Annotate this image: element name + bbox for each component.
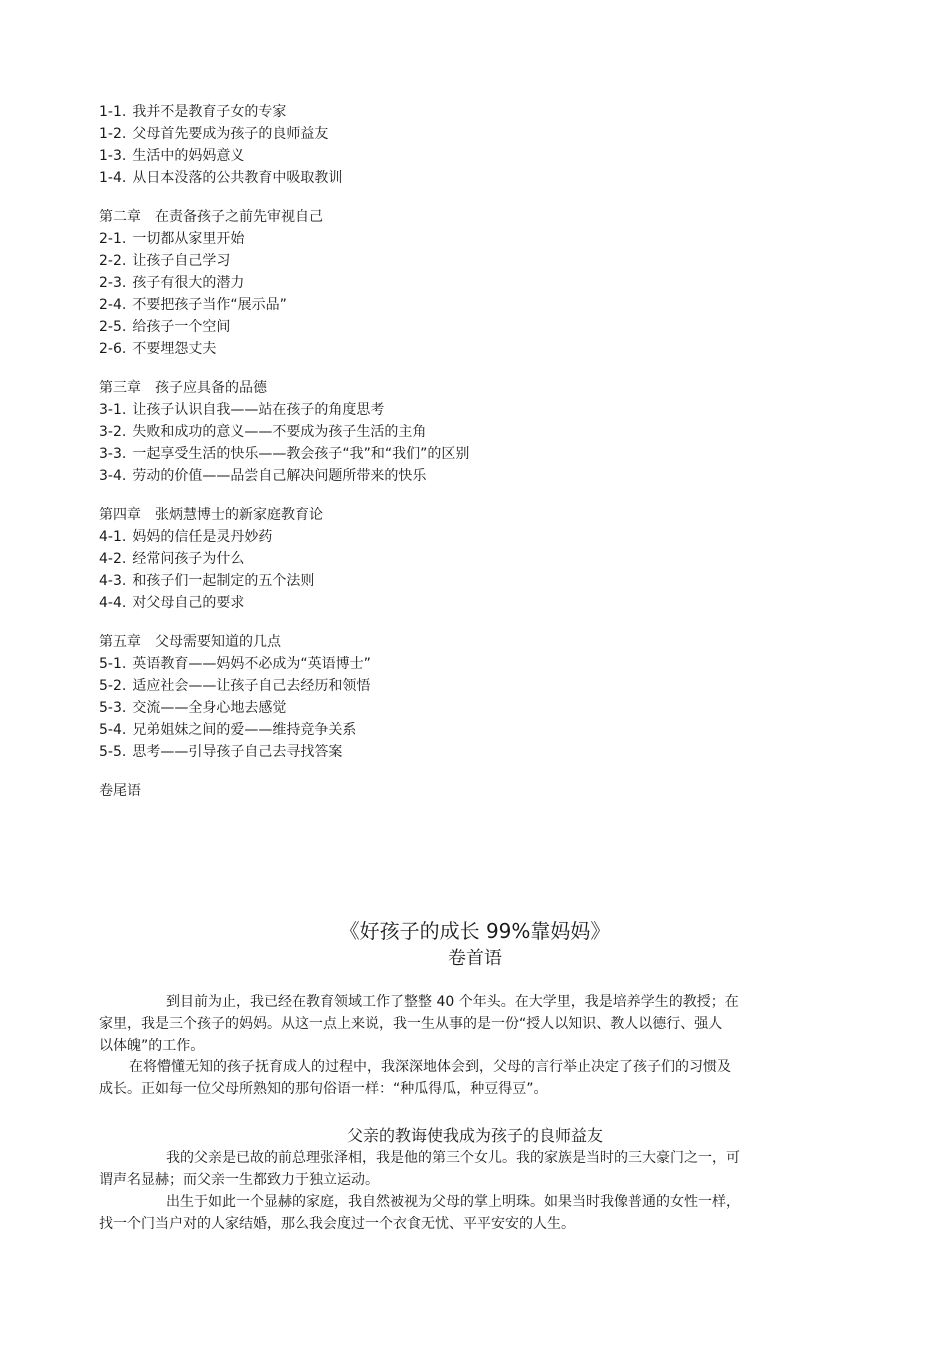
toc-entry-title: 失败和成功的意义——不要成为孩子生活的主角 (132, 424, 427, 440)
chapter-heading (99, 504, 859, 526)
chapter-heading (99, 631, 859, 653)
toc-group (99, 504, 859, 614)
toc-entry (99, 653, 859, 675)
toc-entry-number: 5-4. (99, 722, 127, 738)
chapter-number: 第五章 (99, 634, 141, 650)
toc-group (99, 631, 859, 763)
toc-entry-number: 3-2. (99, 424, 127, 440)
paragraph-line: 找一个门当户对的人家结婚，那么我会度过一个衣食无忧、平平安安的人生。 (99, 1216, 575, 1232)
chapter-number: 第四章 (99, 507, 141, 523)
section-paragraph-1 (99, 1147, 829, 1191)
toc-entry-title: 一切都从家里开始 (132, 231, 245, 247)
toc-entry (99, 167, 859, 189)
toc-entry-number: 1-2. (99, 126, 127, 142)
toc-entry-title: 适应社会——让孩子自己去经历和领悟 (132, 678, 371, 694)
toc-entry-number: 5-3. (99, 700, 127, 716)
paragraph-line: 在将懵懂无知的孩子抚育成人的过程中，我深深地体会到，父母的言行举止决定了孩子们的习惯及 (129, 1059, 731, 1075)
toc-group (99, 377, 859, 487)
toc-entry-title: 经常问孩子为什么 (132, 551, 245, 567)
toc-entry-number: 2-6. (99, 341, 127, 357)
toc-entry (99, 399, 859, 421)
paragraph-line: 到目前为止，我已经在教育领域工作了整整 40 个年头。在大学里，我是培养学生的教授；在 (166, 994, 739, 1010)
paragraph-line: 出生于如此一个显赫的家庭，我自然被视为父母的掌上明珠。如果当时我像普通的女性一样， (166, 1194, 740, 1210)
toc-entry-title: 让孩子自己学习 (132, 253, 231, 269)
toc-group (99, 780, 859, 802)
toc-entry (99, 697, 859, 719)
toc-entry (99, 675, 859, 697)
toc-entry-title: 父母首先要成为孩子的良师益友 (132, 126, 329, 142)
toc-entry-number: 4-3. (99, 573, 127, 589)
toc-entry-number: 2-3. (99, 275, 127, 291)
toc-entry-title: 生活中的妈妈意义 (132, 148, 245, 164)
preface-paragraph-2 (99, 1056, 829, 1100)
preface-paragraph-1 (99, 991, 829, 1057)
toc-entry-number: 4-2. (99, 551, 127, 567)
toc-entry (99, 338, 859, 360)
toc-entry-number: 1-3. (99, 148, 127, 164)
toc-entry (99, 272, 859, 294)
toc-entry-number: 5-2. (99, 678, 127, 694)
chapter-heading (99, 377, 859, 399)
toc-entry (99, 465, 859, 487)
chapter-title: 卷尾语 (99, 783, 141, 799)
toc-entry (99, 123, 859, 145)
toc-entry (99, 570, 859, 592)
toc-entry-title: 和孩子们一起制定的五个法则 (132, 573, 315, 589)
toc-entry (99, 294, 859, 316)
chapter-title: 在责备孩子之前先审视自己 (155, 209, 323, 225)
chapter-heading (99, 206, 859, 228)
toc-entry-number: 2-5. (99, 319, 127, 335)
toc-entry-title: 一起享受生活的快乐——教会孩子“我”和“我们”的区别 (132, 446, 470, 462)
toc-entry-number: 3-4. (99, 468, 127, 484)
toc-entry (99, 548, 859, 570)
toc-entry-title: 我并不是教育子女的专家 (132, 104, 287, 120)
toc-entry-title: 交流——全身心地去感觉 (132, 700, 287, 716)
chapter-title: 孩子应具备的品德 (155, 380, 267, 396)
toc-entry (99, 145, 859, 167)
toc-entry (99, 592, 859, 614)
toc-entry-title: 思考——引导孩子自己去寻找答案 (132, 744, 343, 760)
toc-entry-title: 英语教育——妈妈不必成为“英语博士” (132, 656, 371, 672)
toc-entry-number: 2-4. (99, 297, 127, 313)
toc-entry-title: 让孩子认识自我——站在孩子的角度思考 (132, 402, 385, 418)
toc-entry-number: 4-4. (99, 595, 127, 611)
chapter-number: 第三章 (99, 380, 141, 396)
toc-entry-number: 4-1. (99, 529, 127, 545)
table-of-contents (99, 101, 859, 819)
toc-entry-number: 1-4. (99, 170, 127, 186)
toc-entry-title: 劳动的价值——品尝自己解决问题所带来的快乐 (132, 468, 427, 484)
chapter-number: 第二章 (99, 209, 141, 225)
chapter-title: 张炳慧博士的新家庭教育论 (155, 507, 323, 523)
toc-entry-title: 孩子有很大的潜力 (132, 275, 245, 291)
toc-entry (99, 316, 859, 338)
book-title: 《好孩子的成长 99%靠妈妈》 (339, 919, 611, 943)
toc-entry (99, 526, 859, 548)
toc-entry-number: 3-3. (99, 446, 127, 462)
paragraph-line: 以体魄”的工作。 (99, 1038, 205, 1054)
toc-entry-number: 3-1. (99, 402, 127, 418)
toc-entry-title: 妈妈的信任是灵丹妙药 (132, 529, 273, 545)
toc-entry-number: 2-2. (99, 253, 127, 269)
toc-entry (99, 443, 859, 465)
paragraph-line: 谓声名显赫；而父亲一生都致力于独立运动。 (99, 1172, 379, 1188)
paragraph-line: 我的父亲是已故的前总理张泽相，我是他的第三个女儿。我的家族是当时的三大豪门之一，可 (166, 1150, 740, 1166)
toc-entry-title: 给孩子一个空间 (132, 319, 231, 335)
toc-entry-number: 1-1. (99, 104, 127, 120)
toc-entry (99, 719, 859, 741)
toc-entry-title: 不要埋怨丈夫 (132, 341, 217, 357)
toc-entry-title: 兄弟姐妹之间的爱——维持竞争关系 (132, 722, 357, 738)
toc-entry (99, 421, 859, 443)
toc-entry-title: 从日本没落的公共教育中吸取教训 (132, 170, 343, 186)
toc-entry-number: 5-5. (99, 744, 127, 760)
toc-entry (99, 741, 859, 763)
chapter-title: 父母需要知道的几点 (155, 634, 281, 650)
section-heading: 父亲的教诲使我成为孩子的良师益友 (346, 1126, 603, 1145)
toc-entry-title: 不要把孩子当作“展示品” (132, 297, 287, 313)
paragraph-line: 家里，我是三个孩子的妈妈。从这一点上来说，我一生从事的是一份“授人以知识、教人以德行、强人 (99, 1016, 723, 1032)
toc-entry-number: 2-1. (99, 231, 127, 247)
toc-entry (99, 250, 859, 272)
toc-entry-number: 5-1. (99, 656, 127, 672)
chapter-heading (99, 780, 859, 802)
toc-group (99, 206, 859, 360)
toc-entry-title: 对父母自己的要求 (132, 595, 245, 611)
toc-entry (99, 228, 859, 250)
toc-entry (99, 101, 859, 123)
preface-title: 卷首语 (448, 948, 502, 969)
paragraph-line: 成长。正如每一位父母所熟知的那句俗语一样：“种瓜得瓜，种豆得豆”。 (99, 1081, 548, 1097)
toc-group (99, 101, 859, 189)
section-paragraph-2 (99, 1191, 829, 1235)
